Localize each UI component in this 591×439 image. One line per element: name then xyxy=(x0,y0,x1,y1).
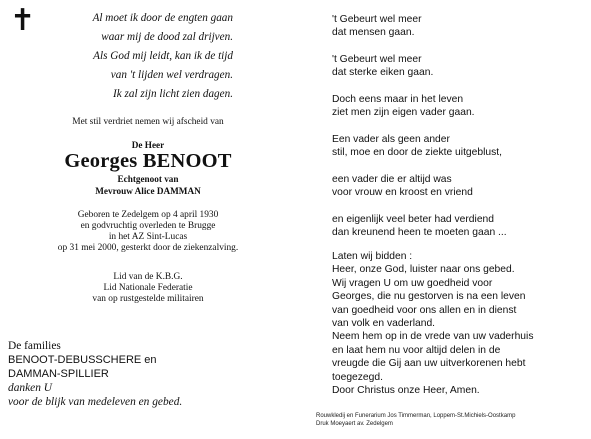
poem-line: dan kreunend heen te moeten gaan ... xyxy=(332,227,507,239)
poem-stanza xyxy=(332,173,587,200)
spouse-info xyxy=(0,173,296,197)
poem-line: een vader die er altijd was xyxy=(332,174,452,185)
poem-line: Doch eens maar in het leven xyxy=(332,94,464,105)
prayer-line: en laat hem nu voor altijd delen in de xyxy=(332,344,501,356)
prayer-line: Door Christus onze Heer, Amen. xyxy=(332,385,480,397)
printer-credits xyxy=(316,412,586,428)
prayer-line: Heer, onze God, luister naar ons gebed. xyxy=(332,264,515,276)
prayer-line: Georges, die nu gestorven is na een leven xyxy=(332,291,526,303)
prayer-line: van goedheid voor ons allen en in dienst xyxy=(332,304,517,316)
opening-poem xyxy=(0,9,233,104)
birth-death-info xyxy=(0,210,296,254)
right-panel xyxy=(296,0,591,439)
poem-line: dat mensen gaan. xyxy=(332,27,415,39)
poem-line: waar mij de dood zal drijven. xyxy=(101,31,233,43)
membership-line: Lid Nationale Federatie xyxy=(103,283,193,294)
life-line: in het AZ Sint-Lucas xyxy=(108,232,188,242)
thanks-line: danken U xyxy=(8,382,52,394)
spouse-line: Mevrouw Alice DAMMAN xyxy=(95,186,201,196)
membership-line: van op rustgestelde militairen xyxy=(92,294,204,305)
family-name: DAMMAN-SPILLIER xyxy=(8,368,109,380)
prayer-line: Laten wij bidden : xyxy=(332,251,413,262)
credit-line: Rouwkledij en Funerarium Jos Timmerman, Loppem-St.Michiels-Oostkamp xyxy=(316,413,516,419)
poem-line: 't Gebeurt wel meer xyxy=(332,14,422,25)
farewell-intro: Met stil verdriet nemen wij afscheid van xyxy=(72,117,224,127)
poem-line: Als God mij leidt, kan ik de tijd xyxy=(93,50,233,62)
family-thanks xyxy=(8,339,288,409)
cross-icon: ✝ xyxy=(10,3,36,38)
poem-line: en eigenlijk veel beter had verdiend xyxy=(332,214,495,225)
prayer-line: vreugde die Gij aan uw uitverkorenen hebt xyxy=(332,358,526,370)
deceased-name: Georges BENOOT xyxy=(64,150,232,172)
salutation: De Heer xyxy=(131,140,165,150)
poem-line: Een vader als geen ander xyxy=(332,134,450,145)
prayer-line: toegezegd. xyxy=(332,371,383,383)
poem-stanza xyxy=(332,13,587,40)
membership-line: Lid van de K.B.G. xyxy=(113,272,183,282)
poem-stanza xyxy=(332,93,587,120)
poem-stanza xyxy=(332,213,587,240)
poem-line: van 't lijden wel verdragen. xyxy=(110,69,233,81)
poem-line: 't Gebeurt wel meer xyxy=(332,54,422,65)
poem-line: ziet men zijn eigen vader gaan. xyxy=(332,107,475,119)
poem-line: Ik zal zijn licht zien dagen. xyxy=(113,88,233,100)
life-line: op 31 mei 2000, gesterkt door de ziekenzalving. xyxy=(57,243,239,253)
poem-line: Al moet ik door de engten gaan xyxy=(92,12,233,24)
credit-line: Druk Moeyaert av. Zedelgem xyxy=(316,421,393,427)
family-name: BENOOT-DEBUSSCHERE en xyxy=(8,354,157,366)
thanks-line: voor de blijk van medeleven en gebed. xyxy=(8,396,183,408)
prayer-line: van volk en vaderland. xyxy=(332,318,436,330)
poem-line: dat sterke eiken gaan. xyxy=(332,67,434,79)
memberships xyxy=(0,272,296,306)
poem-stanza xyxy=(332,133,587,160)
spouse-line: Echtgenoot van xyxy=(117,174,179,184)
life-line: en godvruchtig overleden te Brugge xyxy=(80,221,216,231)
poem-stanza xyxy=(332,53,587,80)
life-line: Geboren te Zedelgem op 4 april 1930 xyxy=(77,210,219,220)
prayer-line: Wij vragen U om uw goedheid voor xyxy=(332,277,493,289)
prayer-line: Neem hem op in de vrede van uw vaderhuis xyxy=(332,331,534,343)
poem-line: voor vrouw en kroost en vriend xyxy=(332,187,473,199)
prayer xyxy=(332,250,587,397)
families-heading: De families xyxy=(8,340,61,352)
poem-line: stil, moe en door de ziekte uitgeblust, xyxy=(332,147,502,159)
